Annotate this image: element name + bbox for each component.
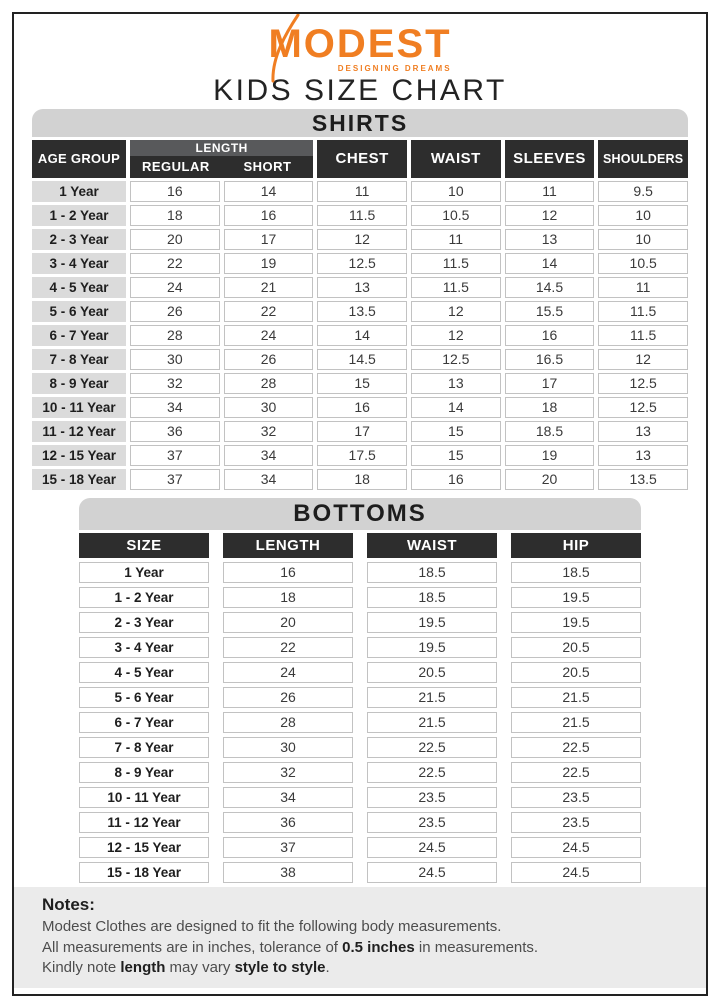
shoulders-value-cell: 13 xyxy=(598,421,688,442)
regular-value-cell: 37 xyxy=(130,445,220,466)
short-value-cell: 22 xyxy=(224,301,314,322)
notes-title: Notes: xyxy=(42,894,95,914)
waist-value-cell: 14 xyxy=(411,397,501,418)
short-value-cell: 17 xyxy=(224,229,314,250)
sleeves-value-cell: 16.5 xyxy=(505,349,595,370)
hip-value-cell: 22.5 xyxy=(511,737,641,758)
hip-value-cell: 23.5 xyxy=(511,787,641,808)
table-row xyxy=(32,373,688,394)
row-label-cell: 1 Year xyxy=(79,562,209,583)
row-label-cell: 15 - 18 Year xyxy=(79,862,209,883)
short-value-cell: 28 xyxy=(224,373,314,394)
row-label-cell: 12 - 15 Year xyxy=(79,837,209,858)
length-value-cell: 24 xyxy=(223,662,353,683)
table-row xyxy=(32,205,688,226)
table-row xyxy=(79,712,641,733)
short-value-cell: 32 xyxy=(224,421,314,442)
row-label-cell: 15 - 18 Year xyxy=(32,469,126,490)
shirts-table-body xyxy=(32,181,688,490)
shoulders-value-cell: 12.5 xyxy=(598,397,688,418)
row-label-cell: 12 - 15 Year xyxy=(32,445,126,466)
brand-header xyxy=(14,24,706,107)
sleeves-value-cell: 18 xyxy=(505,397,595,418)
row-label-cell: 1 - 2 Year xyxy=(79,587,209,608)
row-label-cell: 8 - 9 Year xyxy=(32,373,126,394)
hip-value-cell: 19.5 xyxy=(511,587,641,608)
table-row xyxy=(32,469,688,490)
short-value-cell: 14 xyxy=(224,181,314,202)
table-row xyxy=(79,612,641,633)
hip-value-cell: 20.5 xyxy=(511,662,641,683)
length-header-bottoms: LENGTH xyxy=(223,533,353,558)
regular-value-cell: 28 xyxy=(130,325,220,346)
notes-line-2-tail: in measurements. xyxy=(414,938,539,956)
shoulders-value-cell: 12.5 xyxy=(598,373,688,394)
notes-line-2-text: All measurements are in inches, tolerance of xyxy=(42,938,343,956)
regular-value-cell: 20 xyxy=(130,229,220,250)
regular-value-cell: 22 xyxy=(130,253,220,274)
bottoms-section xyxy=(14,498,706,883)
chest-value-cell: 14.5 xyxy=(317,349,407,370)
row-label-cell: 2 - 3 Year xyxy=(32,229,126,250)
length-value-cell: 36 xyxy=(223,812,353,833)
hip-value-cell: 20.5 xyxy=(511,637,641,658)
notes-line-3-bold-style: style to style xyxy=(234,959,326,977)
waist-value-cell: 15 xyxy=(411,421,501,442)
shirts-table-header xyxy=(32,140,688,178)
waist-value-cell: 11 xyxy=(411,229,501,250)
waist-value-cell: 11.5 xyxy=(411,277,501,298)
notes-line-1: Modest Clothes are designed to fit the following body measurements. xyxy=(42,917,502,935)
waist-value-cell: 13 xyxy=(411,373,501,394)
hip-value-cell: 21.5 xyxy=(511,712,641,733)
table-row xyxy=(79,587,641,608)
row-label-cell: 3 - 4 Year xyxy=(79,637,209,658)
sleeves-value-cell: 16 xyxy=(505,325,595,346)
shoulders-value-cell: 12 xyxy=(598,349,688,370)
length-value-cell: 18 xyxy=(223,587,353,608)
row-label-cell: 5 - 6 Year xyxy=(79,687,209,708)
sleeves-value-cell: 12 xyxy=(505,205,595,226)
shoulders-value-cell: 13.5 xyxy=(598,469,688,490)
hip-value-cell: 24.5 xyxy=(511,837,641,858)
length-value-cell: 37 xyxy=(223,837,353,858)
row-label-cell: 2 - 3 Year xyxy=(79,612,209,633)
short-value-cell: 16 xyxy=(224,205,314,226)
row-label-cell: 10 - 11 Year xyxy=(79,787,209,808)
chest-value-cell: 11.5 xyxy=(317,205,407,226)
short-value-cell: 24 xyxy=(224,325,314,346)
shoulders-value-cell: 9.5 xyxy=(598,181,688,202)
notes-section xyxy=(14,887,706,988)
regular-header: REGULAR xyxy=(141,158,210,174)
page-title: KIDS SIZE CHART xyxy=(213,74,507,107)
waist-header: WAIST xyxy=(411,140,501,178)
length-value-cell: 20 xyxy=(223,612,353,633)
length-value-cell: 32 xyxy=(223,762,353,783)
chest-value-cell: 12.5 xyxy=(317,253,407,274)
shoulders-value-cell: 11.5 xyxy=(598,301,688,322)
row-label-cell: 7 - 8 Year xyxy=(32,349,126,370)
row-label-cell: 8 - 9 Year xyxy=(79,762,209,783)
regular-value-cell: 24 xyxy=(130,277,220,298)
waist-header-bottoms: WAIST xyxy=(367,533,497,558)
regular-value-cell: 36 xyxy=(130,421,220,442)
chest-value-cell: 13 xyxy=(317,277,407,298)
waist-value-cell: 10.5 xyxy=(411,205,501,226)
sleeves-value-cell: 11 xyxy=(505,181,595,202)
short-value-cell: 30 xyxy=(224,397,314,418)
notes-line-2 xyxy=(42,938,678,959)
regular-value-cell: 30 xyxy=(130,349,220,370)
waist-value-cell: 19.5 xyxy=(367,612,497,633)
short-value-cell: 21 xyxy=(224,277,314,298)
notes-line-3 xyxy=(42,958,678,979)
bottoms-table xyxy=(79,533,641,883)
waist-value-cell: 11.5 xyxy=(411,253,501,274)
chest-value-cell: 15 xyxy=(317,373,407,394)
length-value-cell: 22 xyxy=(223,637,353,658)
sleeves-header: SLEEVES xyxy=(505,140,595,178)
table-row xyxy=(32,421,688,442)
row-label-cell: 4 - 5 Year xyxy=(32,277,126,298)
length-value-cell: 38 xyxy=(223,862,353,883)
shoulders-value-cell: 10 xyxy=(598,229,688,250)
regular-value-cell: 34 xyxy=(130,397,220,418)
hip-value-cell: 18.5 xyxy=(511,562,641,583)
shoulders-value-cell: 13 xyxy=(598,445,688,466)
waist-value-cell: 10 xyxy=(411,181,501,202)
regular-value-cell: 37 xyxy=(130,469,220,490)
length-header-group xyxy=(130,140,313,178)
waist-value-cell: 24.5 xyxy=(367,837,497,858)
short-header: SHORT xyxy=(243,158,292,174)
table-row xyxy=(32,349,688,370)
length-value-cell: 28 xyxy=(223,712,353,733)
length-value-cell: 26 xyxy=(223,687,353,708)
shoulders-header: SHOULDERS xyxy=(598,140,688,178)
chest-value-cell: 17 xyxy=(317,421,407,442)
length-value-cell: 30 xyxy=(223,737,353,758)
sleeves-value-cell: 18.5 xyxy=(505,421,595,442)
sleeves-value-cell: 19 xyxy=(505,445,595,466)
page-frame xyxy=(12,12,708,996)
bottoms-table-body xyxy=(79,562,641,883)
regular-value-cell: 26 xyxy=(130,301,220,322)
shoulders-value-cell: 10 xyxy=(598,205,688,226)
waist-value-cell: 12.5 xyxy=(411,349,501,370)
sleeves-value-cell: 13 xyxy=(505,229,595,250)
row-label-cell: 6 - 7 Year xyxy=(79,712,209,733)
table-row xyxy=(79,662,641,683)
bottoms-table-header xyxy=(79,533,641,558)
hip-value-cell: 19.5 xyxy=(511,612,641,633)
table-row xyxy=(32,277,688,298)
waist-value-cell: 12 xyxy=(411,301,501,322)
sleeves-value-cell: 14 xyxy=(505,253,595,274)
chest-header: CHEST xyxy=(317,140,407,178)
waist-value-cell: 21.5 xyxy=(367,687,497,708)
shirts-section xyxy=(14,107,706,490)
notes-line-2-bold: 0.5 inches xyxy=(342,938,415,956)
hip-value-cell: 21.5 xyxy=(511,687,641,708)
sleeves-value-cell: 14.5 xyxy=(505,277,595,298)
shirts-table xyxy=(32,140,688,490)
table-row xyxy=(79,687,641,708)
row-label-cell: 11 - 12 Year xyxy=(79,812,209,833)
row-label-cell: 3 - 4 Year xyxy=(32,253,126,274)
sleeves-value-cell: 15.5 xyxy=(505,301,595,322)
regular-value-cell: 18 xyxy=(130,205,220,226)
notes-line-3-text: Kindly note xyxy=(42,959,121,977)
row-label-cell: 4 - 5 Year xyxy=(79,662,209,683)
row-label-cell: 6 - 7 Year xyxy=(32,325,126,346)
table-row xyxy=(79,862,641,883)
waist-value-cell: 22.5 xyxy=(367,762,497,783)
notes-line-3-bold-length: length xyxy=(120,959,166,977)
brand-name: MODEST xyxy=(268,22,452,66)
waist-value-cell: 18.5 xyxy=(367,562,497,583)
bottoms-section-title: BOTTOMS xyxy=(79,498,641,530)
table-row xyxy=(32,253,688,274)
row-label-cell: 1 - 2 Year xyxy=(32,205,126,226)
sleeves-value-cell: 17 xyxy=(505,373,595,394)
hip-value-cell: 24.5 xyxy=(511,862,641,883)
waist-value-cell: 18.5 xyxy=(367,587,497,608)
table-row xyxy=(32,397,688,418)
waist-value-cell: 15 xyxy=(411,445,501,466)
chest-value-cell: 18 xyxy=(317,469,407,490)
waist-value-cell: 12 xyxy=(411,325,501,346)
regular-value-cell: 16 xyxy=(130,181,220,202)
table-row xyxy=(79,737,641,758)
short-value-cell: 34 xyxy=(224,445,314,466)
table-row xyxy=(79,562,641,583)
waist-value-cell: 24.5 xyxy=(367,862,497,883)
waist-value-cell: 21.5 xyxy=(367,712,497,733)
short-value-cell: 34 xyxy=(224,469,314,490)
table-row xyxy=(32,445,688,466)
waist-value-cell: 16 xyxy=(411,469,501,490)
chest-value-cell: 13.5 xyxy=(317,301,407,322)
shoulders-value-cell: 11 xyxy=(598,277,688,298)
short-value-cell: 26 xyxy=(224,349,314,370)
table-row xyxy=(79,637,641,658)
length-value-cell: 16 xyxy=(223,562,353,583)
hip-value-cell: 23.5 xyxy=(511,812,641,833)
length-header: LENGTH xyxy=(130,140,313,156)
waist-value-cell: 20.5 xyxy=(367,662,497,683)
row-label-cell: 5 - 6 Year xyxy=(32,301,126,322)
chest-value-cell: 14 xyxy=(317,325,407,346)
age-group-header: AGE GROUP xyxy=(32,140,126,178)
table-row xyxy=(79,812,641,833)
chest-value-cell: 11 xyxy=(317,181,407,202)
row-label-cell: 11 - 12 Year xyxy=(32,421,126,442)
waist-value-cell: 23.5 xyxy=(367,787,497,808)
notes-line-3-mid: may vary xyxy=(165,959,235,977)
waist-value-cell: 19.5 xyxy=(367,637,497,658)
regular-value-cell: 32 xyxy=(130,373,220,394)
hip-header: HIP xyxy=(511,533,641,558)
short-value-cell: 19 xyxy=(224,253,314,274)
shoulders-value-cell: 10.5 xyxy=(598,253,688,274)
hip-value-cell: 22.5 xyxy=(511,762,641,783)
brand-tagline: DESIGNING DREAMS xyxy=(337,64,452,73)
length-subheader-row xyxy=(130,156,313,178)
chest-value-cell: 16 xyxy=(317,397,407,418)
table-row xyxy=(32,229,688,250)
length-value-cell: 34 xyxy=(223,787,353,808)
row-label-cell: 10 - 11 Year xyxy=(32,397,126,418)
table-row xyxy=(79,762,641,783)
brand-logo xyxy=(268,22,452,73)
row-label-cell: 7 - 8 Year xyxy=(79,737,209,758)
notes-line-3-tail: . xyxy=(325,959,330,977)
waist-value-cell: 23.5 xyxy=(367,812,497,833)
table-row xyxy=(32,301,688,322)
table-row xyxy=(32,325,688,346)
table-row xyxy=(32,181,688,202)
table-row xyxy=(79,837,641,858)
shirts-section-title: SHIRTS xyxy=(32,109,688,137)
shoulders-value-cell: 11.5 xyxy=(598,325,688,346)
size-header: SIZE xyxy=(79,533,209,558)
chest-value-cell: 12 xyxy=(317,229,407,250)
table-row xyxy=(79,787,641,808)
waist-value-cell: 22.5 xyxy=(367,737,497,758)
chest-value-cell: 17.5 xyxy=(317,445,407,466)
row-label-cell: 1 Year xyxy=(32,181,126,202)
sleeves-value-cell: 20 xyxy=(505,469,595,490)
